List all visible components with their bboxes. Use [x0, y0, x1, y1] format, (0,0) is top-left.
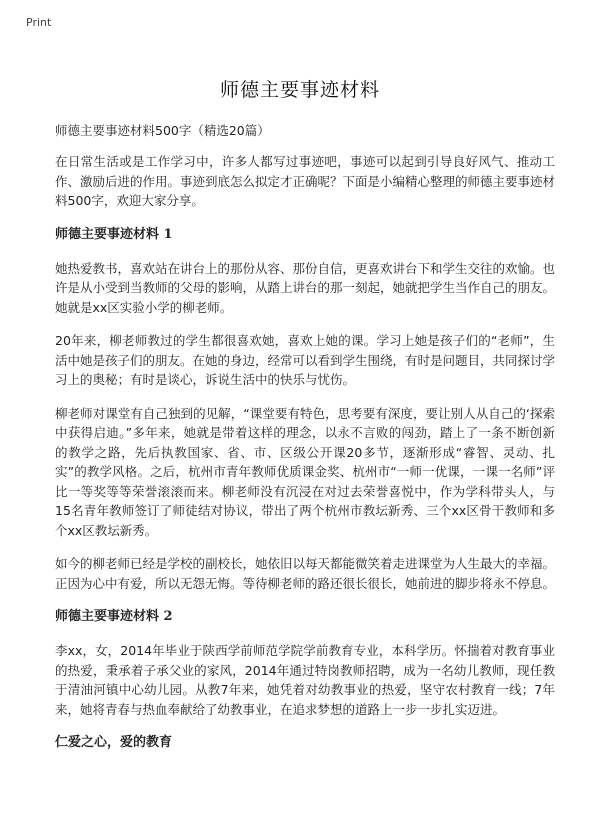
- intro-paragraph: 在日常生活或是工作学习中，许多人都写过事迹吧，事迹可以起到引导良好风气、推动工作、激励后进的作用。事迹到底怎么拟定才正确呢？下面是小编精心整理的师德主要事迹材料500字，欢迎大家分享。: [55, 154, 556, 208]
- paragraph: 如今的柳老师已经是学校的副校长，她依旧以每天都能微笑着走进课堂为人生最大的幸福。正因为心中有爱，所以无怨无悔。等待柳老师的路还很长很长，她前进的脚步将永不停息。: [55, 556, 556, 591]
- print-link[interactable]: Print: [26, 16, 52, 29]
- paragraph: 20年来，柳老师教过的学生都很喜欢她，喜欢上她的课。学习上她是孩子们的“老师”，生活中她是孩子们的朋友。在她的身边，经常可以看到学生围绕，有时是问题目，共同探讨学习上的奥秘；有时是谈心，诉说生活中的快乐与忧伤。: [55, 333, 556, 387]
- section-heading-1: 师德主要事迹材料 1: [55, 226, 173, 242]
- paragraph: 李xx，女，2014年毕业于陕西学前师范学院学前教育专业，本科学历。怀揣着对教育事业的热爱，秉承着子承父业的家风，2014年通过特岗教师招聘，成为一名幼儿教师，现任教于清油河镇中心幼儿园。从教7年来，她凭着对幼教事业的热爱，坚守农村教育一线；7年来，她将青春与热血奉献给了幼教事业，在追求梦想的道路上一步一步扎实迈进。: [55, 643, 555, 717]
- subtitle: 师德主要事迹材料500字（精选20篇）: [55, 123, 270, 138]
- paragraph: 柳老师对课堂有自己独到的见解，“课堂要有特色，思考要有深度，要让别人从自己的‘探索中获得启迪。”多年来，她就是带着这样的理念，以永不言败的闯劲，踏上了一条不断创新的教学之路，先后执教国家、省、市、区级公开课20多节，逐渐形成“睿智、灵动、扎实”的教学风格。之后，杭州市青年教师优质课金奖、杭州市“一师一优课，一课一名师”评比一等奖等等荣誉滚滚而来。柳老师没有沉浸在对过去荣誉喜悦中，作为学科带头人，与15名青年教师签订了师徒结对协议，带出了两个杭州市教坛新秀、三个xx区骨干教师和多个xx区教坛新秀。: [55, 405, 555, 538]
- page-title: 师德主要事迹材料: [219, 79, 380, 101]
- paragraph: 她热爱教书，喜欢站在讲台上的那份从容、那份自信，更喜欢讲台下和学生交往的欢愉。也许是从小受到当教师的父母的影响，从踏上讲台的那一刻起，她就把学生当作自己的朋友。她就是xx区实验小学的柳老师。: [55, 260, 556, 315]
- article-body: [55, 122, 555, 767]
- section-heading-2: 师德主要事迹材料 2: [55, 609, 173, 624]
- section-heading-3: 仁爱之心，爱的教育: [55, 735, 173, 750]
